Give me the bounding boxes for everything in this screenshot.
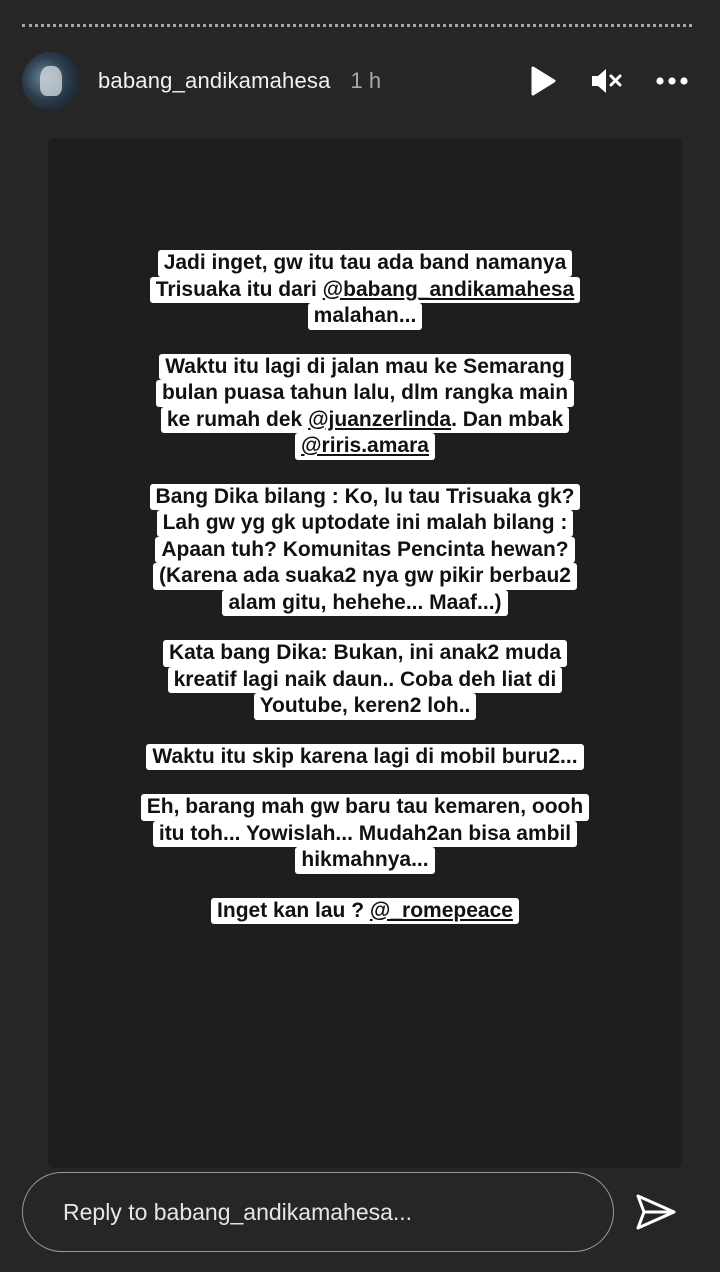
story-text-block bbox=[141, 794, 589, 874]
story-text-segment: bulan puasa tahun lalu, dlm rangka main bbox=[161, 381, 569, 404]
story-text-line bbox=[159, 354, 571, 381]
story-text-segment: Kata bang Dika: Bukan, ini anak2 muda bbox=[168, 641, 562, 664]
story-text-block bbox=[150, 484, 581, 617]
story-text-line bbox=[153, 563, 577, 590]
story-text-block bbox=[146, 744, 583, 771]
story-text-line bbox=[211, 898, 519, 925]
story-text-line bbox=[168, 667, 563, 694]
story-text-line bbox=[161, 407, 569, 434]
story-text-segment: Lah gw yg gk uptodate ini malah bilang : bbox=[162, 511, 568, 534]
story-text-segment: (Karena ada suaka2 nya gw pikir berbau2 bbox=[158, 564, 571, 587]
story-text-line bbox=[222, 590, 507, 617]
story-text-block bbox=[211, 898, 519, 925]
story-text-line bbox=[158, 250, 573, 277]
story-text-block bbox=[163, 640, 567, 720]
story-text-segment: alam gitu, hehehe... Maaf...) bbox=[228, 590, 502, 614]
story-text-segment: ke rumah dek bbox=[166, 407, 309, 431]
story-text-segment: Waktu itu skip karena lagi di mobil buru2... bbox=[152, 744, 578, 768]
story-text-line bbox=[146, 744, 583, 771]
post-time: 1 h bbox=[350, 68, 382, 93]
story-controls bbox=[530, 66, 698, 96]
story-text-segment: Inget kan lau ? bbox=[217, 898, 370, 922]
story-text-segment: Youtube, keren2 loh.. bbox=[259, 694, 471, 717]
story-text-line bbox=[163, 640, 567, 667]
mention-link[interactable]: @riris.amara bbox=[301, 434, 429, 457]
story-text-segment: Waktu itu lagi di jalan mau ke Semarang bbox=[165, 354, 565, 378]
story-text-line bbox=[150, 484, 581, 511]
reply-input[interactable] bbox=[22, 1172, 614, 1252]
story-text-line bbox=[295, 847, 434, 874]
story-text-segment: Bang Dika bilang : Ko, lu tau Trisuaka gk? bbox=[155, 484, 575, 508]
story-text-block bbox=[156, 354, 574, 460]
more-horizontal-icon[interactable] bbox=[656, 76, 688, 86]
muted-speaker-icon[interactable] bbox=[590, 66, 622, 96]
story-text-segment: malahan... bbox=[313, 304, 417, 327]
story-header bbox=[22, 50, 698, 112]
story-text-segment: Jadi inget, gw itu tau ada band namanya bbox=[163, 251, 567, 274]
story-text-line bbox=[155, 537, 574, 564]
story-text-segment: . Dan mbak bbox=[451, 407, 564, 431]
story-text-line bbox=[153, 821, 577, 848]
story-text-line bbox=[157, 510, 574, 537]
story-text-segment: Trisuaka itu dari bbox=[155, 277, 323, 301]
story-text-segment: hikmahnya... bbox=[301, 848, 429, 871]
story-text-blocks bbox=[48, 250, 682, 948]
story-text-line bbox=[156, 380, 574, 407]
story-text-line bbox=[254, 693, 477, 720]
story-text-line bbox=[150, 277, 580, 304]
story-text-segment: kreatif lagi naik daun.. Coba deh liat di bbox=[173, 667, 557, 691]
reply-placeholder: Reply to babang_andikamahesa... bbox=[63, 1198, 413, 1225]
story-progress-bar bbox=[22, 24, 692, 30]
story-text-segment: itu toh... Yowislah... Mudah2an bisa ambil bbox=[158, 821, 572, 845]
mention-link[interactable]: @babang_andikamahesa bbox=[322, 277, 575, 301]
play-icon[interactable] bbox=[530, 66, 556, 96]
story-text-line bbox=[308, 303, 423, 330]
story-text-segment: Apaan tuh? Komunitas Pencinta hewan? bbox=[161, 537, 569, 561]
avatar[interactable] bbox=[22, 52, 80, 110]
story-content[interactable] bbox=[48, 138, 682, 1168]
story-text-segment: Eh, barang mah gw baru tau kemaren, oooh bbox=[146, 795, 584, 818]
story-text-block bbox=[150, 250, 580, 330]
story-text-line bbox=[295, 433, 435, 460]
username[interactable]: babang_andikamahesa bbox=[98, 68, 331, 93]
story-text-line bbox=[141, 794, 589, 821]
send-paper-plane-icon[interactable] bbox=[634, 1192, 678, 1232]
mention-link[interactable]: @_romepeace bbox=[369, 898, 513, 922]
mention-link[interactable]: @juanzerlinda bbox=[308, 407, 452, 431]
